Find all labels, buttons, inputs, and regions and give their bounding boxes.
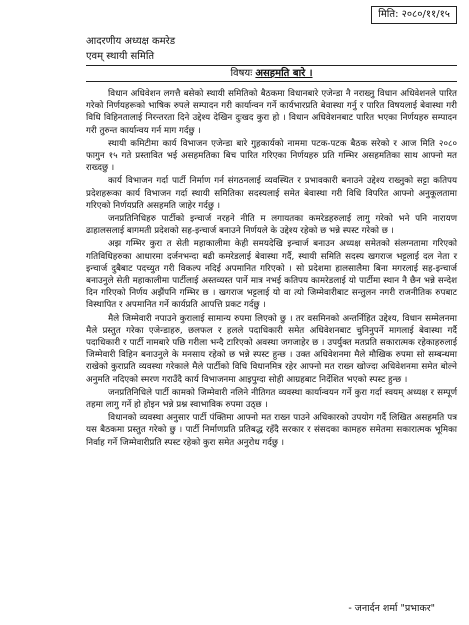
recipient-block bbox=[86, 34, 175, 64]
recipient-line-2: एवम् स्थायी समिति bbox=[86, 51, 155, 62]
signature: - जनार्दन शर्मा "प्रभाकर" bbox=[348, 603, 435, 614]
subject-text: असहमति बारे । bbox=[255, 68, 313, 79]
recipient-line-1: आदरणीय अध्यक्ष कमरेड bbox=[86, 36, 176, 47]
paragraph: विधान अधिवेशन लगत्तै बसेको स्थायी समितिको बैठकमा विधानबारे एजेन्डा नै नराख्नु विधान अधिवेशनले पारित गरेको निर्णयहरूको भाषिक रुपले सम्पादन गरी कार्यान्वन गर्ने कार्यभारप्रति बेवास्था गर्नु र पारित विषयलाई बेवास्था गरी विधि विहिनतालाई निरन्तरता दिने उद्देश्य देखिन दुःखद कुरा हो । विधान अधिवेशनबाट पारित भएका निर्णयहरु सम्पादन गरी तुरुन्त कार्यान्वय गर्न माग गर्दछु । bbox=[86, 89, 457, 136]
paragraph: स्थायी कमिटीमा कार्य विभाजन एजेन्डा बारे गुहकार्यको नाममा पटक-पटक बैठक सरेको र आज मिति २०८० फागुन १५ गते प्रस्तावित भई असहमतिका बिच पारित गरिएका निर्णयहरु प्रति गम्भिर असहमतिका साथ आफ्नो मत राख्दछु । bbox=[86, 138, 457, 174]
date-label: मिति: bbox=[378, 9, 399, 20]
date-value: २०८०/११/१५ bbox=[401, 9, 450, 20]
paragraph: विधानको व्यवस्था अनुसार पार्टी पंक्तिमा आफ्नो मत राख्न पाउने अधिकारको उपयोग गर्दै लिखित असहमति पत्र यस बैठकमा प्रस्तुत गरेको छु । पार्टी निर्माणप्रति प्रतिबद्ध रहँदै सरकार र संसदका कामहरु समेतमा सकारात्मक भूमिका निर्वाह गर्ने जिम्मेवारीप्रति स्पस्ट रहेको कुरा समेत अनुरोध गर्दछु । bbox=[86, 413, 457, 448]
subject-line bbox=[86, 65, 457, 82]
paragraph: जनप्रतिनिधिहरु पार्टीको इन्चार्ज नरहने नीति म लगायतका कमरेडहरुलाई लागु गरेको भने पनि नारायण ढाहालसलाई बागमती प्रदेशको सह-इन्चार्ज बनाउने निर्णयले के उद्देश्य रहेको छ भन्ने स्पस्ट गरेको छ । bbox=[86, 214, 457, 237]
paragraph: अझ गम्भिर कुरा त सेती महाकालीमा केही समयदेखि इन्चार्ज बनाउन अध्यक्ष समेतको संलग्नतामा गरिएको गतिविधिहरुका आधारमा दर्जनभन्दा बढी कमरेडलाई बेवास्था गर्दै, स्थायी समिति सदस्य खगराज भट्टलाई दल नेता र इन्चार्ज दुबैबाट पदच्युत गरी विकल्प नदिई अपमानित गरिएको । सो प्रदेशमा हालसालैमा बिना मगरलाई सह-इन्चार्ज बनाउनुले सेती महाकालीमा पार्टीलाई अस्तव्यस्त पार्ने मात्र नभई कतिपय कामरेडलाई यो पार्टीमा स्थान नै छैन भन्ने सन्देश दिन गरिएको निर्णय अझैंपनि गम्भिर छ । खगराज भट्टलाई यो वा त्यो जिम्मेवारीबाट सन्तुलन नगरी राजनीतिक रुपबाट विस्थापित र अपमानित गर्ने कार्यप्रति आपत्ति प्रकट गर्दछु । bbox=[86, 239, 457, 311]
subject-label: विषयः bbox=[230, 68, 253, 79]
letter-body bbox=[86, 88, 457, 450]
date-box bbox=[371, 6, 457, 24]
paragraph: कार्य विभाजन गर्दा पार्टी निर्माण गर्न संगठनलाई व्यवस्थित र प्रभावकारी बनाउने उद्देश्य राख्नुको सट्टा कतिपय प्रदेशहरूका कार्य विभाजन गर्दा स्थायी समितिका सदस्यलाई समेत बेवास्था गरी विधि विपरित आफ्नो अनुकूलतामा गरिएको निर्णयप्रति असहमति जाहेर गर्दछु । bbox=[86, 176, 457, 211]
paragraph: जनप्रतिनिधिले पार्टी कामको जिम्मेवारी नलिने नीतिगत व्यवस्था कार्यान्वयन गर्ने कुरा गर्दा स्वयम् अध्यक्ष र सम्पूर्ण तहमा लागु गर्ने हो होइन भन्ने प्रश्न स्वाभाविक रुपमा उठ्छ । bbox=[86, 387, 457, 411]
paragraph: मैले जिम्मेवारी नपाउने कुरालाई सामान्य रुपमा लिएको छु । तर वसमिनको अन्तर्निहित उद्देश्य, विधान सम्मेलनमा मैले प्रस्तुत गरेका एजेन्डाहरु, छलफल र हलले पदाधिकारी समेत अधिवेशनबाट चुनिनुपर्ने मागलाई बेवास्था गर्दै पदाधिकारी र पार्टी नामबारे पछि गरीला भन्दै टारिएको अवस्था जगजाहेर छ । उपर्युक्त मतप्रति सकारात्मक रहेकाहरुलाई जिम्मेवारी विहिन बनाउनुले के मनसाय रहेको छ भन्ने स्पस्ट हुन्छ । उक्त अधिवेशनमा मैले मौखिक रुपमा सो सम्बन्धमा राखेको कुराप्रति व्यवस्था गरेकाले मैले पार्टीको विधि विधानमित्र रहेर आफ्नो मत राख्न खोज्दा अधिवेशनमा समेत बोल्ने अनुमति नदिएको स्मरण गराउँदै कार्य विभाजनमा आइपुग्दा सोही आग्रहबाट निर्देशित भएको स्पस्ट हुन्छ । bbox=[86, 313, 457, 385]
